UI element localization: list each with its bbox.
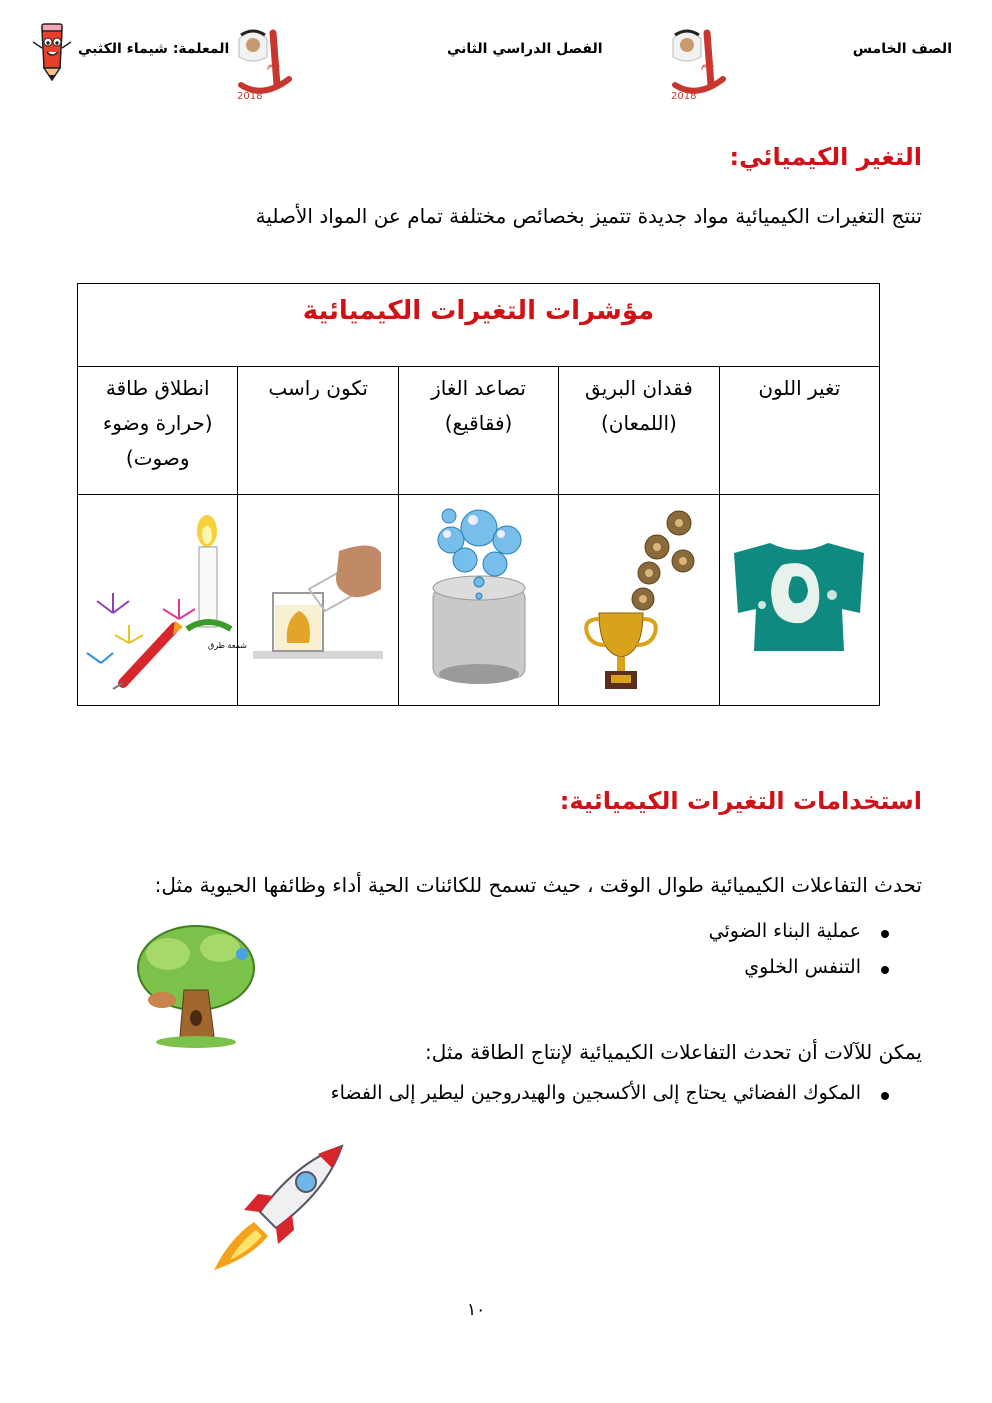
teacher-label: المعلمة: شيماء الكثبي: [78, 41, 230, 57]
uses-intro: تحدث التفاعلات الكيميائية طوال الوقت ، حيث تسمح للكائنات الحية أداء وظائفها الحيوية مثل:: [154, 873, 922, 897]
grade-label: الصف الخامس: [852, 41, 952, 57]
semester-label: الفصل الدراسي الثاني: [447, 41, 603, 57]
indicators-table: [77, 283, 880, 706]
zayed-year-logo: عام 2018: [667, 25, 737, 105]
living-processes-list: [709, 920, 889, 978]
machines-intro: يمكن للآلات أن تحدث التفاعلات الكيميائية لإنتاج الطاقة مثل:: [425, 1040, 922, 1064]
list-item: عملية البناء الضوئي: [709, 920, 889, 942]
candle-fireworks-image: [78, 495, 248, 706]
pencil-mascot-icon: [30, 20, 74, 82]
rocket-image: [210, 1142, 346, 1274]
stained-shirt-image: [719, 495, 879, 706]
precipitate-beaker-image: [238, 495, 398, 706]
zayed-year-logo: عام 2018: [233, 25, 303, 105]
indicator-loss-of-luster: فقدان البريق (اللمعان): [559, 367, 719, 495]
page-number: ١٠: [467, 1300, 486, 1320]
trophy-gears-image: [559, 495, 719, 706]
candle-caption: شمعة طرق: [208, 641, 248, 650]
indicator-precipitate: تكون راسب: [238, 367, 398, 495]
gas-bubbles-image: [398, 495, 558, 706]
indicator-gas-release: تصاعد الغاز (فقاقيع): [398, 367, 558, 495]
chemical-change-definition: تنتج التغيرات الكيميائية مواد جديدة تتميز بخصائص مختلفة تمام عن المواد الأصلية: [255, 204, 922, 228]
list-item: المكوك الفضائي يحتاج إلى الأكسجين والهيدروجين ليطير إلى الفضاء: [331, 1082, 889, 1104]
indicators-table-title: مؤشرات التغيرات الكيميائية: [78, 284, 880, 367]
list-item: التنفس الخلوي: [709, 956, 889, 978]
uses-heading: استخدامات التغيرات الكيميائية:: [559, 787, 922, 815]
machines-list: [331, 1082, 889, 1104]
indicator-color-change: تغير اللون: [719, 367, 879, 495]
indicator-energy-release: انطلاق طاقة (حرارة وضوء وصوت): [78, 367, 238, 495]
chemical-change-heading: التغير الكيميائي:: [729, 143, 922, 171]
tree-image: [132, 918, 258, 1054]
